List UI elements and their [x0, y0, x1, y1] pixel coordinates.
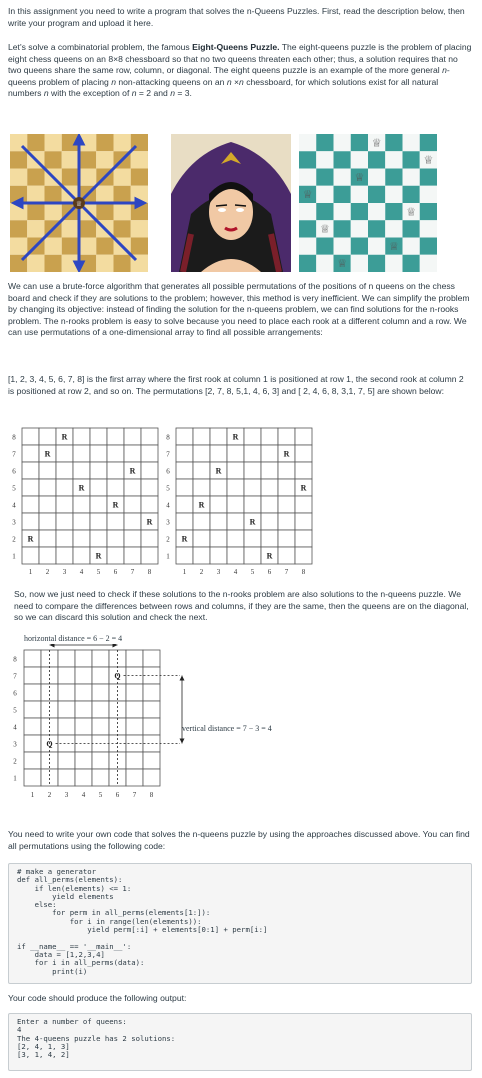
evil-queen-illustration [171, 134, 291, 272]
row-label: 6 [166, 467, 170, 476]
row-label: 1 [12, 552, 16, 561]
queen-icon: ♕ [319, 222, 330, 236]
queen-icon: ♕ [388, 239, 399, 253]
intro-paragraph: In this assignment you need to write a program that solves the n-Queens Puzzles. First, read the description below, then write your program and upload it here. [8, 6, 465, 28]
rook-marker: R [112, 500, 119, 510]
col-label: 8 [147, 568, 152, 576]
rook-marker: R [198, 500, 205, 510]
col-label: 3 [216, 568, 221, 576]
write-paragraph: You need to write your own code that solves the n-queens puzzle by using the approaches discussed above. You can find all permutations using the following code: [8, 829, 470, 851]
queen-icon: ♕ [354, 170, 365, 184]
rook-marker: R [146, 517, 153, 527]
output-block: Enter a number of queens: 4 The 4-queens puzzle has 2 solutions: [2, 4, 1, 3] [3, 1, 4, 2] [8, 1013, 472, 1071]
row-label: 4 [166, 501, 170, 510]
teal-chessboard-solution [299, 134, 437, 272]
row-label: 2 [166, 535, 170, 544]
row-label: 5 [12, 484, 16, 493]
rook-board-2 [160, 424, 320, 582]
col-label: 2 [45, 568, 50, 576]
row-label: 8 [12, 433, 16, 442]
col-label: 2 [47, 791, 52, 799]
rook-marker: R [181, 534, 188, 544]
col-label: 1 [182, 568, 187, 576]
col-label: 6 [113, 568, 118, 576]
col-label: 6 [267, 568, 272, 576]
queen-icon: ♕ [371, 136, 382, 150]
rook-marker: R [78, 483, 85, 493]
rook-marker: R [61, 432, 68, 442]
row-label: 3 [12, 518, 16, 527]
queen-marker: Q [114, 671, 121, 681]
row-label: 6 [13, 689, 17, 698]
col-label: 1 [28, 568, 33, 576]
rook-board-1 [6, 424, 166, 582]
col-label: 6 [115, 791, 120, 799]
rook-marker: R [283, 449, 290, 459]
rook-marker: R [95, 551, 102, 561]
row-label: 2 [12, 535, 16, 544]
row-label: 8 [13, 655, 17, 664]
problem-paragraph: Let's solve a combinatorial problem, the famous Eight-Queens Puzzle. The eight-queens puzzle is the problem of placing eight chess queens on an 8×8 chessboard so that no two queens threaten each other; thus, a solution requires that no two queens share the same row, column, or diagonal. The eight queens puzzle is an example of the more general n-queens problem of placing n non-attacking queens on an n ×n chessboard, for which solutions exist for all natural numbers n with the exception of n = 2 and n = 3. [8, 42, 472, 99]
queen-icon: ♕ [423, 153, 434, 167]
svg-text:♕: ♕ [75, 200, 83, 208]
row-label: 1 [166, 552, 170, 561]
row-label: 7 [12, 450, 16, 459]
rook-marker: R [300, 483, 307, 493]
row-label: 2 [13, 757, 17, 766]
rook-marker: R [266, 551, 273, 561]
queen-icon: ♕ [337, 257, 348, 271]
brute-force-paragraph: We can use a brute-force algorithm that generates all possible permutations of the positions of n queens on the chess board and check if they are solutions to the problem; however, this method is very inefficient. We can simplify the problem by changing its objective: instead of finding the solution for the n-queens problem, we can find solutions for the n-rooks problem. The n-rooks problem is easy to solve because you need to place each rook at a different column and a row. We can use permutations of a one-dimensional array to find all possible arrangements: [8, 281, 470, 338]
col-label: 3 [64, 791, 69, 799]
row-label: 7 [13, 672, 17, 681]
vertical-distance-label: vertical distance = 7 − 3 = 4 [182, 724, 272, 733]
col-label: 7 [132, 791, 137, 799]
col-label: 5 [96, 568, 101, 576]
permutation-paragraph: [1, 2, 3, 4, 5, 6, 7, 8] is the first array where the first rook at column 1 is positioned at row 1, the second rook at column 2 is positioned at row 2, and so on. The permutations [2, 7, 8, 5,1, 4, 6, 3] and [ 2, 4, 6, 8, 3,1, 7, 5] are shown below: [8, 374, 464, 396]
col-label: 2 [199, 568, 204, 576]
queen-icon: ♕ [302, 188, 313, 202]
check-paragraph: So, now we just need to check if these solutions to the n-rooks problem are also solutions to the n-queens puzzle. We need to compare the differences between rows and columns, if they are the same, then the queens are on the diagonal, so we can discard this solution and check the next. [14, 589, 469, 623]
col-label: 8 [301, 568, 306, 576]
row-label: 4 [12, 501, 16, 510]
row-label: 5 [13, 706, 17, 715]
rook-marker: R [27, 534, 34, 544]
queen-icon: ♕ [406, 205, 417, 219]
row-label: 8 [166, 433, 170, 442]
rook-marker: R [232, 432, 239, 442]
col-label: 1 [30, 791, 35, 799]
code-block: # make a generator def all_perms(elements): if len(elements) <= 1: yield elements else: for perm in all_perms(elements[1:]): for i in range(len(elements)): yield perm[:i] + elements[0:1] + perm[i:] if __name__ == '__main__': data = [1,2,3,4] for i in all_perms(data): print(i) [8, 863, 472, 984]
row-label: 3 [166, 518, 170, 527]
rook-marker: R [129, 466, 136, 476]
row-label: 6 [12, 467, 16, 476]
col-label: 4 [81, 791, 86, 799]
col-label: 3 [62, 568, 67, 576]
row-label: 7 [166, 450, 170, 459]
row-label: 1 [13, 774, 17, 783]
rook-marker: R [249, 517, 256, 527]
col-label: 7 [284, 568, 289, 576]
col-label: 5 [98, 791, 103, 799]
row-label: 4 [13, 723, 17, 732]
rook-marker: R [44, 449, 51, 459]
col-label: 5 [250, 568, 255, 576]
col-label: 4 [233, 568, 238, 576]
col-label: 8 [149, 791, 154, 799]
eight-queens-arrows-board [10, 134, 148, 272]
row-label: 5 [166, 484, 170, 493]
output-intro: Your code should produce the following output: [8, 993, 187, 1003]
col-label: 7 [130, 568, 135, 576]
horizontal-distance-label: horizontal distance = 6 − 2 = 4 [24, 634, 123, 643]
queen-marker: Q [46, 739, 53, 749]
row-label: 3 [13, 740, 17, 749]
queens-diagonal-diagram [6, 644, 306, 824]
col-label: 4 [79, 568, 84, 576]
rook-marker: R [215, 466, 222, 476]
